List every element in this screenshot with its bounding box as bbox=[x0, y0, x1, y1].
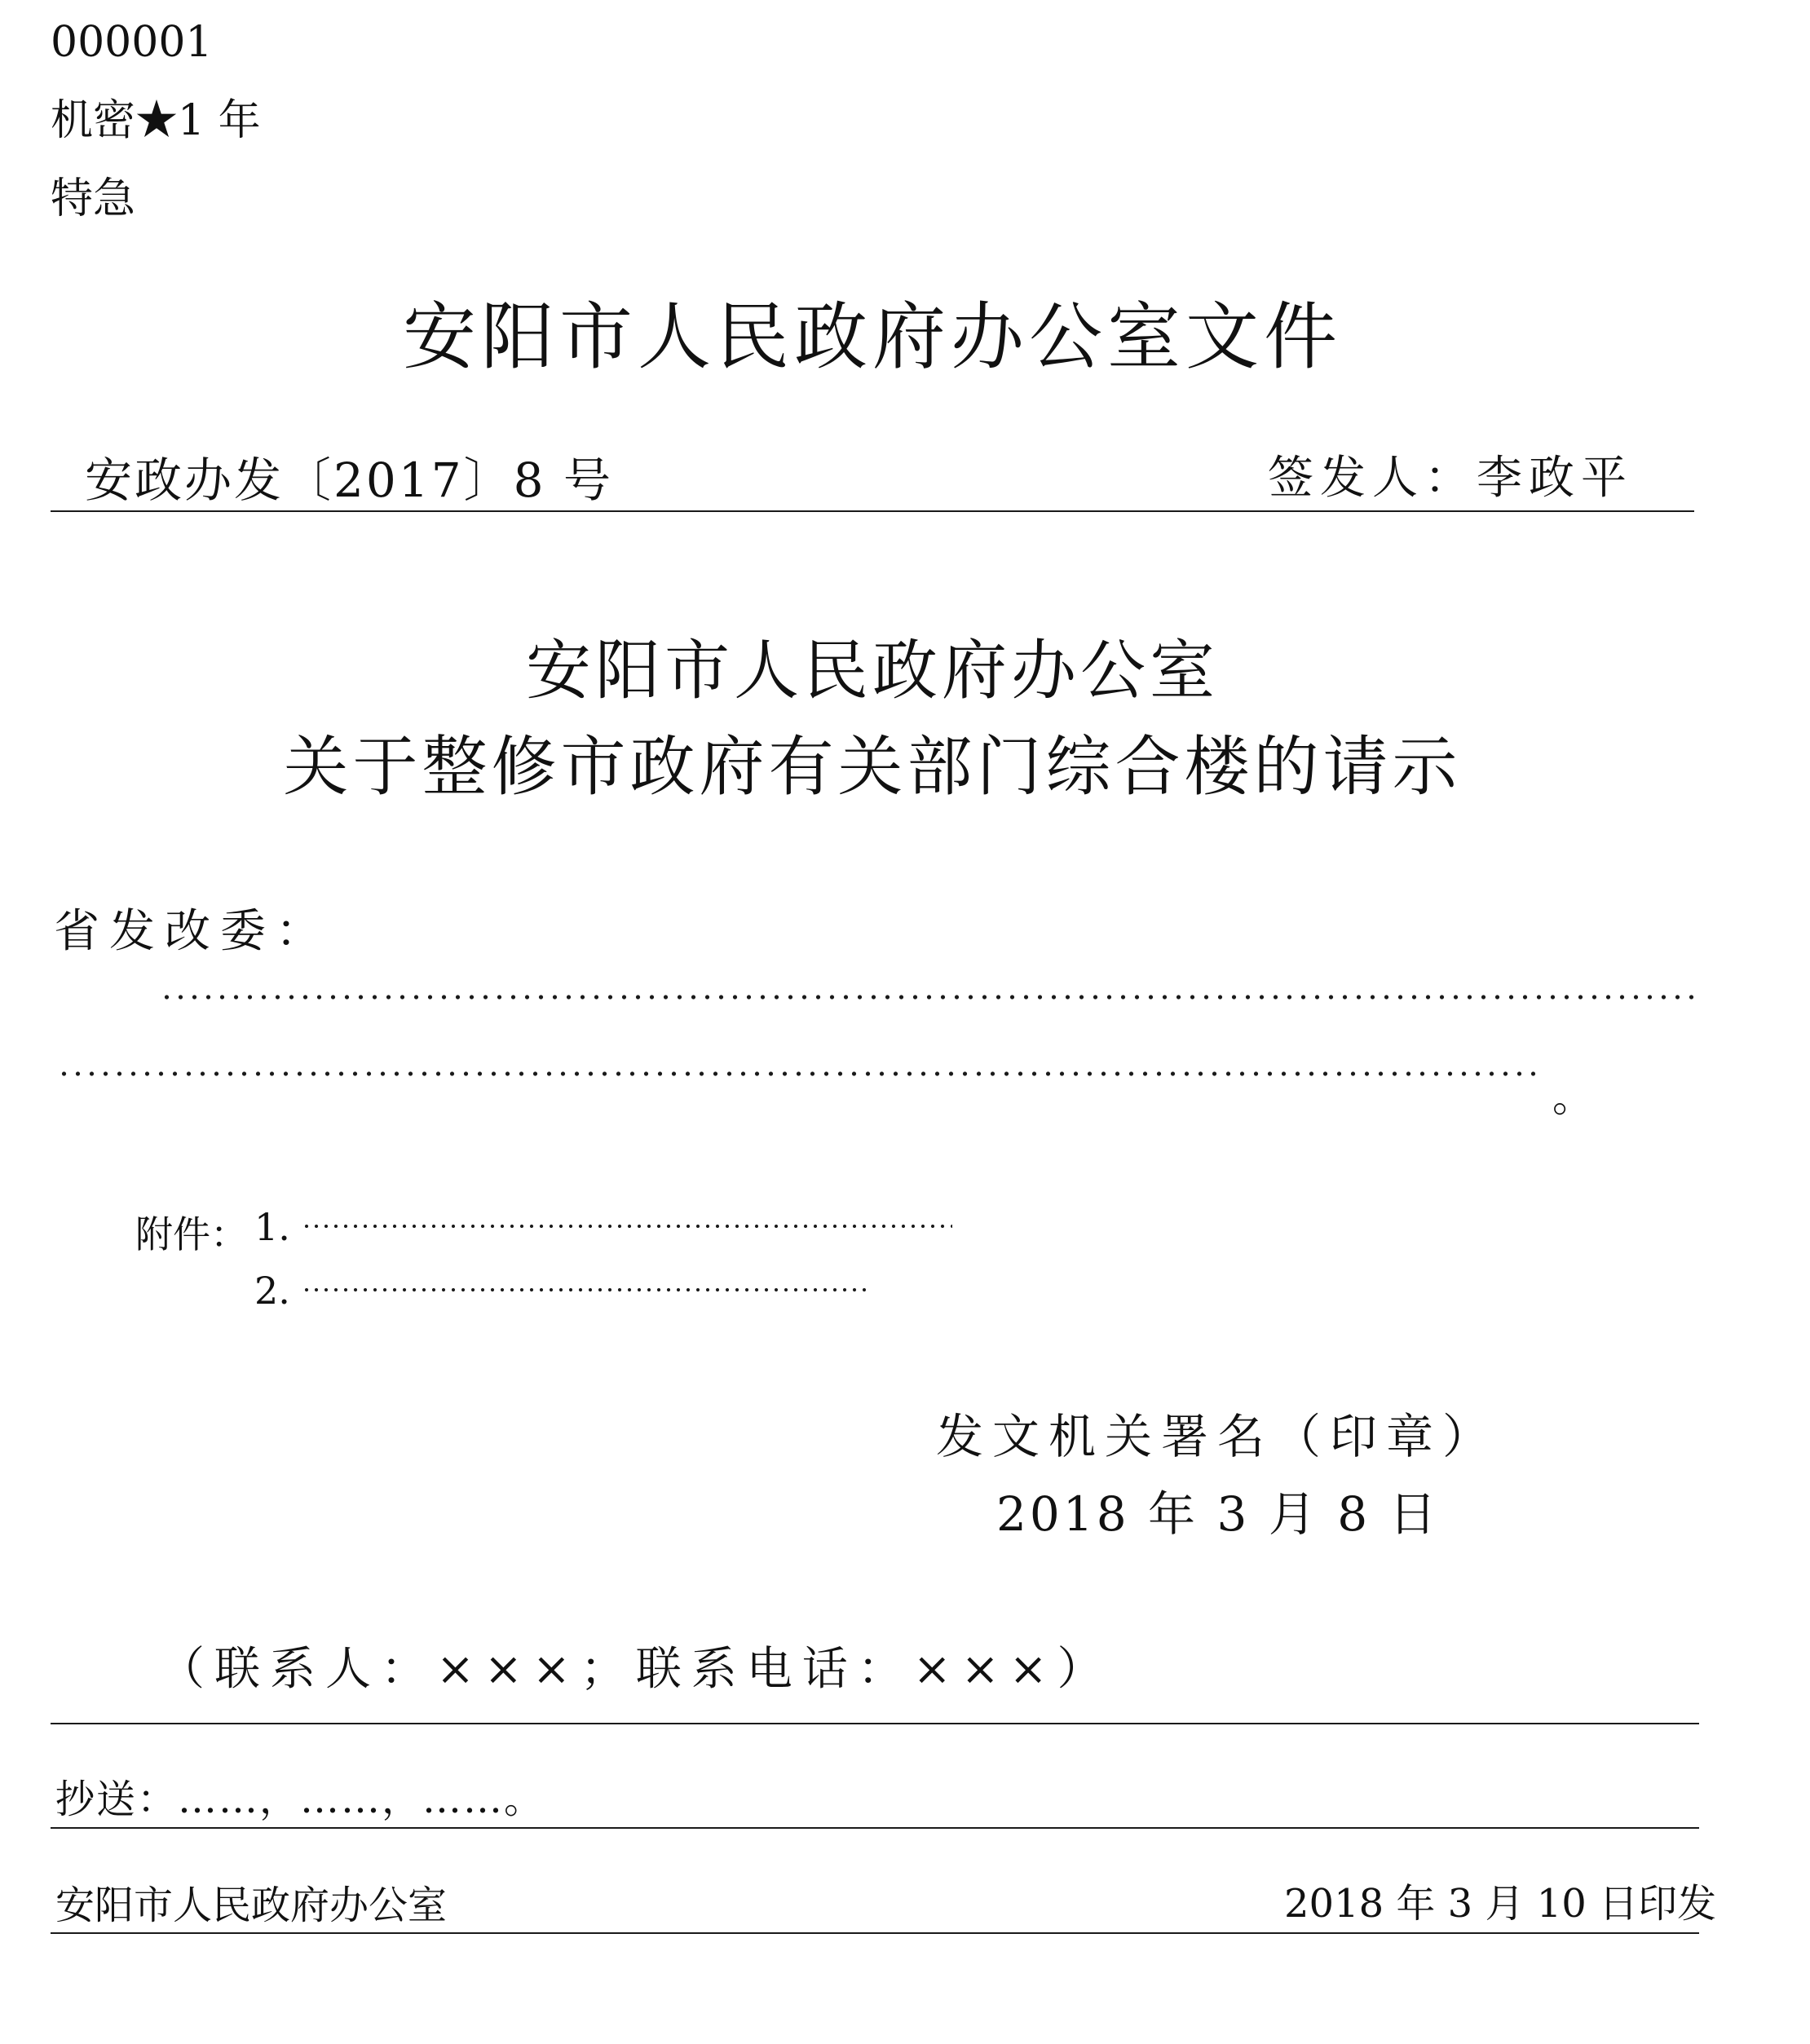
subject-line-2: 关于整修市政府有关部门综合楼的请示 bbox=[283, 729, 1462, 805]
body-placeholder-line-1 bbox=[160, 994, 1694, 1000]
attachment-item-2-number: 2. bbox=[254, 1269, 290, 1313]
serial-number: 000001 bbox=[51, 18, 213, 67]
subject-line-1: 安阳市人民政府办公室 bbox=[526, 633, 1219, 709]
footer-issuing-org: 安阳市人民政府办公室 bbox=[55, 1883, 448, 1928]
attachment-label: 附件： bbox=[135, 1212, 248, 1256]
signature-date: 2018 年 3 月 8 日 bbox=[996, 1486, 1440, 1542]
footer-print-date: 2018 年 3 月 10 日印发 bbox=[1284, 1881, 1717, 1927]
body-placeholder-line-2 bbox=[57, 1071, 1543, 1077]
document-title: 安阳市人民政府办公室文件 bbox=[403, 294, 1342, 380]
security-level: 机密★1 年 bbox=[51, 96, 261, 145]
cc-list: 抄送：……，……，……。 bbox=[55, 1777, 545, 1822]
addressee: 省发改委： bbox=[54, 905, 331, 958]
contact-info: （联系人：×××；联系电话：×××） bbox=[159, 1643, 1113, 1696]
body-end-mark: 。 bbox=[1552, 1074, 1593, 1121]
attachment-item-2-placeholder bbox=[302, 1287, 871, 1292]
attachment-item-1-placeholder bbox=[302, 1224, 952, 1229]
masthead-separator bbox=[51, 510, 1694, 512]
issuer-signature: 发文机关署名（印章） bbox=[936, 1409, 1499, 1464]
footer-middle-separator bbox=[51, 1827, 1699, 1829]
signer: 签发人：李政平 bbox=[1268, 452, 1633, 505]
document-number: 安政办发〔2017〕8 号 bbox=[85, 453, 613, 508]
urgency-level: 特急 bbox=[51, 174, 136, 223]
footer-top-separator bbox=[51, 1723, 1699, 1724]
attachment-item-1-number: 1. bbox=[254, 1205, 290, 1249]
footer-bottom-separator bbox=[51, 1932, 1699, 1934]
